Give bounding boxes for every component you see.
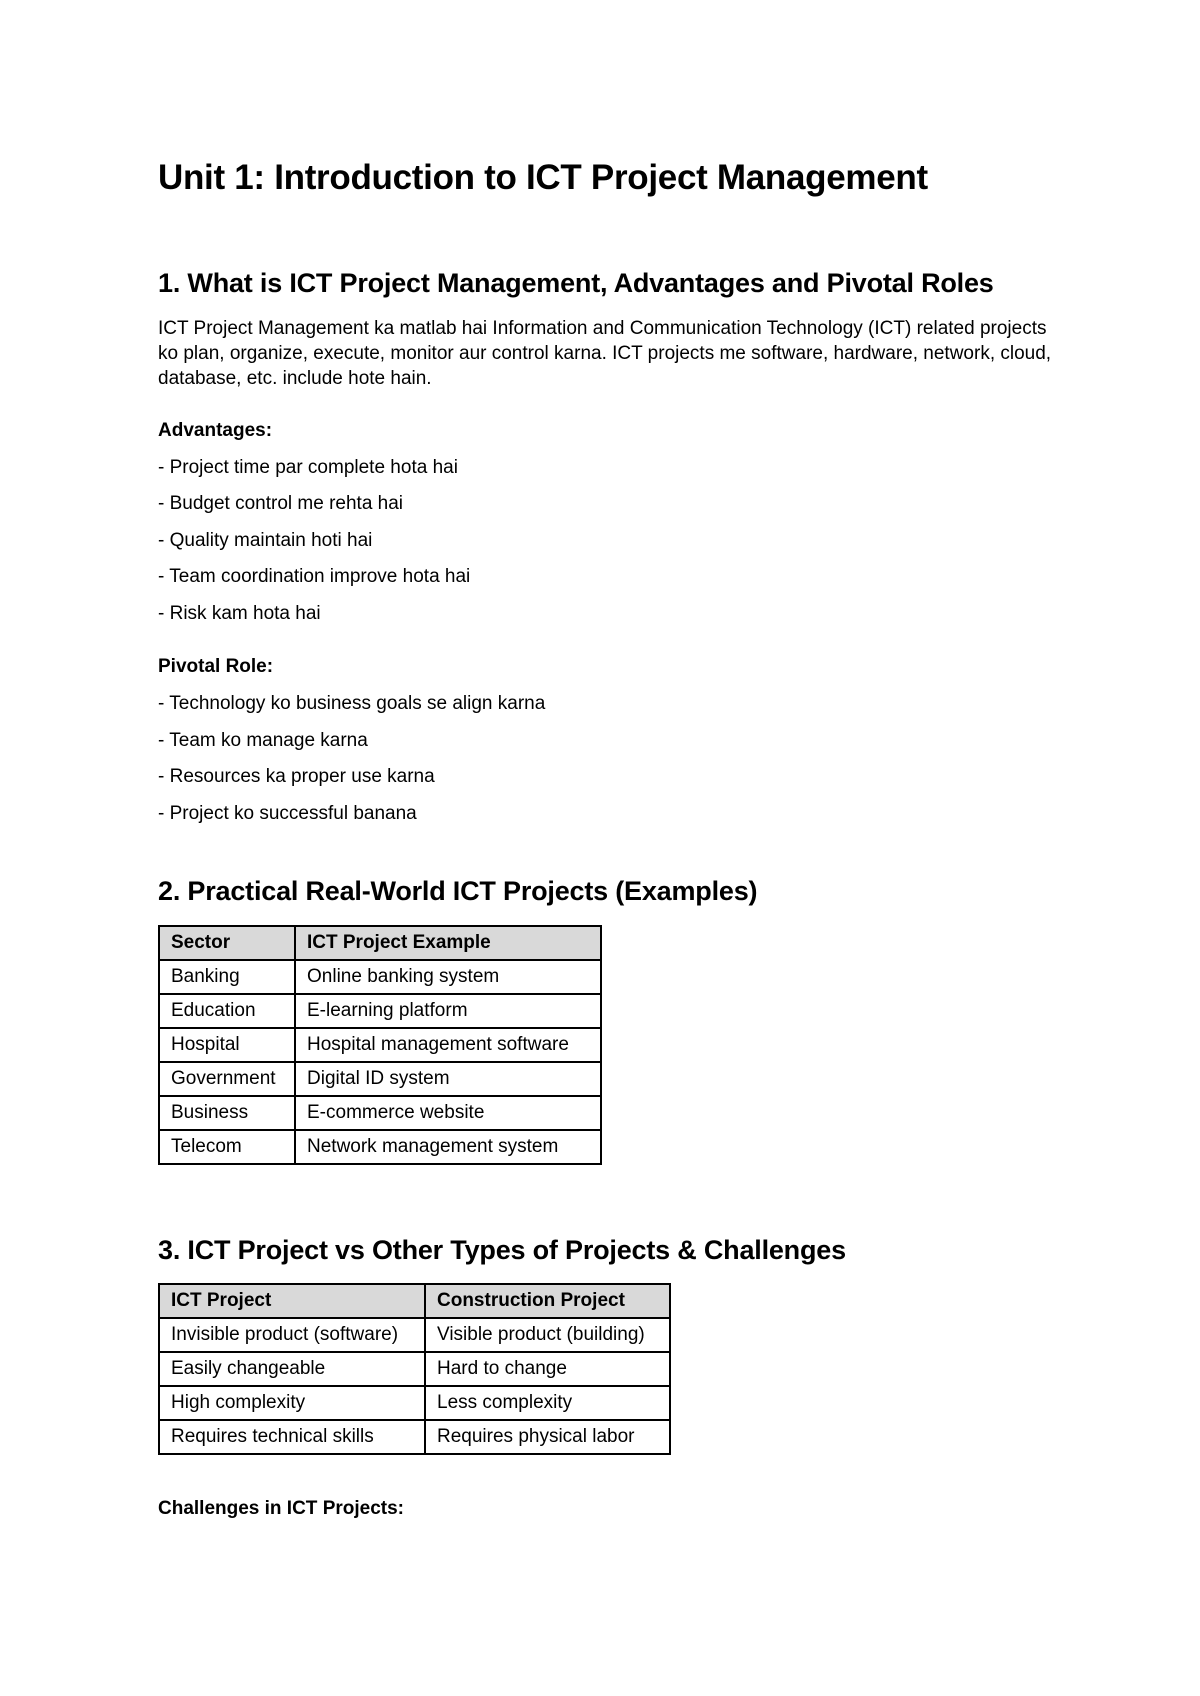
project-comparison-table <box>158 1283 671 1455</box>
table-cell: Banking <box>159 960 295 994</box>
pivotal-role-label: Pivotal Role: <box>158 656 274 677</box>
table-row <box>159 960 601 994</box>
advantage-item: - Team coordination improve hota hai <box>158 566 471 587</box>
table-row <box>159 994 601 1028</box>
table-cell: Digital ID system <box>295 1062 601 1096</box>
table-cell: Easily changeable <box>159 1352 425 1386</box>
advantage-item: - Budget control me rehta hai <box>158 493 404 514</box>
pivotal-role-item: - Team ko manage karna <box>158 730 368 751</box>
table-cell: Business <box>159 1096 295 1130</box>
pivotal-role-item: - Resources ka proper use karna <box>158 766 435 787</box>
pivotal-role-item: - Technology ko business goals se align karna <box>158 693 546 714</box>
table-header-row <box>159 1284 670 1318</box>
table-cell: Hospital <box>159 1028 295 1062</box>
table-cell: Requires technical skills <box>159 1420 425 1454</box>
table-row <box>159 1130 601 1164</box>
table-row <box>159 1318 670 1352</box>
table-cell: Telecom <box>159 1130 295 1164</box>
table-cell: Online banking system <box>295 960 601 994</box>
table-header-cell: Construction Project <box>425 1284 670 1318</box>
document-title: Unit 1: Introduction to ICT Project Management <box>158 158 928 197</box>
table-cell: Government <box>159 1062 295 1096</box>
section2-heading: 2. Practical Real-World ICT Projects (Examples) <box>158 876 758 906</box>
table-row <box>159 1352 670 1386</box>
table-cell: Visible product (building) <box>425 1318 670 1352</box>
challenges-label: Challenges in ICT Projects: <box>158 1498 404 1519</box>
table-cell: Education <box>159 994 295 1028</box>
table-cell: Requires physical labor <box>425 1420 670 1454</box>
table-cell: E-commerce website <box>295 1096 601 1130</box>
advantage-item: - Quality maintain hoti hai <box>158 530 373 551</box>
table-row <box>159 1386 670 1420</box>
table-row <box>159 1096 601 1130</box>
table-cell: Less complexity <box>425 1386 670 1420</box>
table-cell: E-learning platform <box>295 994 601 1028</box>
section1-heading: 1. What is ICT Project Management, Advantages and Pivotal Roles <box>158 268 994 298</box>
advantage-item: - Project time par complete hota hai <box>158 457 458 478</box>
table-header-cell: ICT Project <box>159 1284 425 1318</box>
table-cell: High complexity <box>159 1386 425 1420</box>
table-row <box>159 1028 601 1062</box>
table-cell: Network management system <box>295 1130 601 1164</box>
table-header-row <box>159 926 601 960</box>
pivotal-role-item: - Project ko successful banana <box>158 803 417 824</box>
table-header-cell: Sector <box>159 926 295 960</box>
table-cell: Hard to change <box>425 1352 670 1386</box>
table-row <box>159 1062 601 1096</box>
advantages-label: Advantages: <box>158 420 273 441</box>
table-row <box>159 1420 670 1454</box>
table-cell: Invisible product (software) <box>159 1318 425 1352</box>
ict-projects-table <box>158 925 602 1165</box>
table-cell: Hospital management software <box>295 1028 601 1062</box>
section3-heading: 3. ICT Project vs Other Types of Projects & Challenges <box>158 1235 846 1265</box>
table-header-cell: ICT Project Example <box>295 926 601 960</box>
section1-paragraph: ICT Project Management ka matlab hai Information and Communication Technology (ICT) related projects ko plan, organize, execute, monitor aur control karna. ICT projects me software, hardware, network, cloud, database, etc. include hote hain. <box>158 318 1052 389</box>
advantage-item: - Risk kam hota hai <box>158 603 321 624</box>
